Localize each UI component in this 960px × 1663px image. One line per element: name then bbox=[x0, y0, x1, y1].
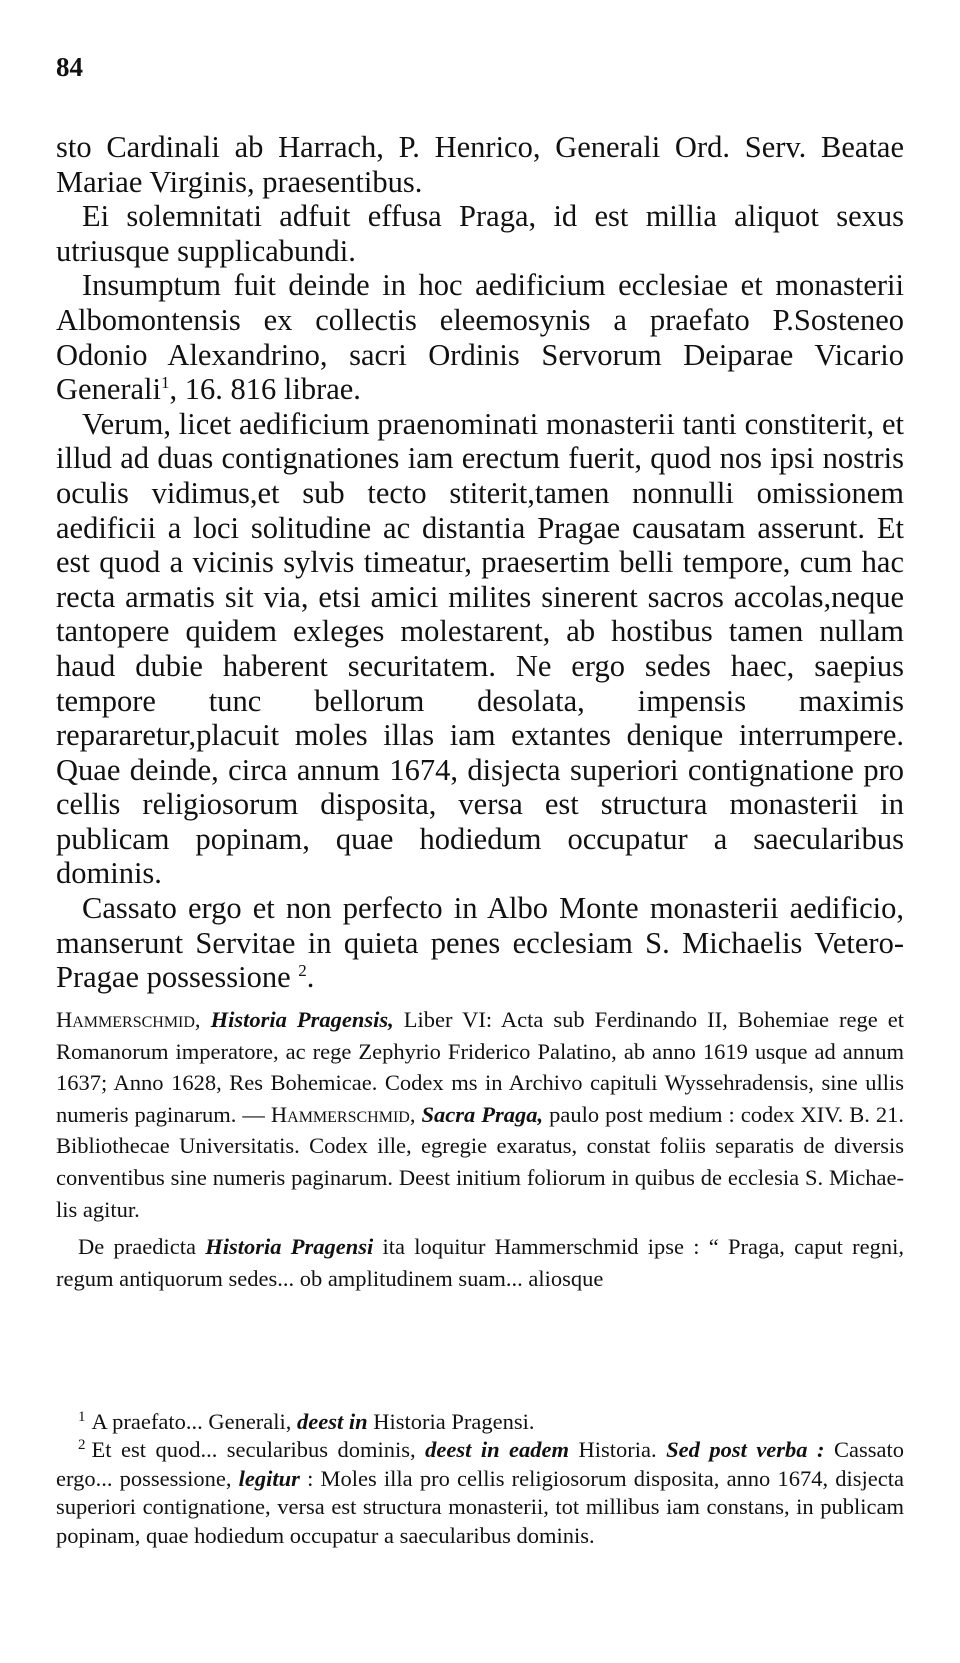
paragraph: Ei solemnitati adfuit effusa Praga, id est millia aliquot sexus utriusque supplicabundi. bbox=[56, 199, 904, 268]
footnote-ref: 2 bbox=[298, 961, 307, 981]
footnote-text: Et est quod... secularibus dominis, bbox=[91, 1437, 426, 1463]
footnote-number: 1 bbox=[78, 1408, 86, 1425]
author-name: Hammerschmid, bbox=[56, 1007, 201, 1032]
paragraph-text: Insumptum fuit deinde in hoc aedificium ecclesiae et monasterii Albomontensis ex collectis eleemosynis a praefato P.Sosteneo Odonio Alexandrino, sacri Ordinis Servorum Deiparae Vicario Generali bbox=[56, 268, 904, 407]
footnote bbox=[56, 1408, 904, 1436]
author-name: Hammerschmid, bbox=[270, 1101, 416, 1127]
footnote-emphasis: deest in bbox=[297, 1409, 368, 1434]
note-text: paulo post medium : codex XIV. B. 21. Bibliothecae Universitatis. Codex ille, egregie exaratus, constat foliis separatis de diversis conventibus sine numeris paginarum. Deest initium foliorum in quibus de ecclesia S. Michaelis agitur. bbox=[56, 1101, 905, 1222]
work-title: Historia Pragensis, bbox=[210, 1007, 394, 1032]
footnote-number: 2 bbox=[78, 1436, 86, 1453]
footnote-ref: 1 bbox=[161, 373, 170, 392]
note-text: De praedicta bbox=[78, 1234, 206, 1260]
footnote-text: A praefato... Generali, bbox=[91, 1409, 298, 1434]
paragraph bbox=[56, 268, 904, 406]
paragraph-text: Cassato ergo et non perfecto in Albo Monte monasterii aedificio, manserunt Servitae in quieta penes ecclesiam S. Michaelis Vetero-Pragae possessione bbox=[56, 891, 904, 995]
work-title: Sacra Praga, bbox=[421, 1101, 544, 1127]
main-text bbox=[56, 130, 904, 995]
footnote bbox=[56, 1436, 904, 1550]
footnote-text: : Moles illa pro cellis religiosorum disposita, anno 1674, disjecta superiori contignatione, versa est structura monasterii, tot millibus iam constans, in publicam popinam, quae hodiedum occupatur a saecularibus dominis. bbox=[56, 1465, 904, 1548]
work-title: Historia Pragensi bbox=[205, 1234, 374, 1260]
source-notes bbox=[56, 1004, 904, 1294]
note-paragraph bbox=[56, 1231, 904, 1294]
footnote-text: Cassato ergo... possessione, bbox=[56, 1437, 905, 1491]
paragraph bbox=[56, 891, 904, 995]
footnotes bbox=[56, 1408, 904, 1550]
footnote-emphasis: deest in eadem bbox=[425, 1437, 570, 1463]
note-paragraph bbox=[56, 1004, 904, 1225]
paragraph: Verum, licet aedificium praenominati monasterii tanti constiterit, et illud ad duas contignationes iam erectum fuerit, quod nos ipsi nostris oculis vidimus,et sub tecto stiterit,tamen nonnulli omissionem aedificii a loci solitudine ac distantia Pragae causatam asserunt. Et est quod a vicinis sylvis timeatur, praesertim belli tempore, cum hac recta armatis sit via, etsi amici milites sinerent sacros accolas,neque tantopere quidem exleges molestarent, ab hostibus tamen nullam haud dubie haberent securitatem. Ne ergo sedes haec, saepius tempore tunc bellorum desolata, impensis maximis repararetur,placuit moles illas iam extantes denique interrumpere. Quae deinde, circa annum 1674, disjecta superiori contignatione pro cellis religiosorum disposita, versa est structura monasterii in publicam popinam, quae hodiedum occupatur a saecularibus dominis. bbox=[56, 406, 904, 891]
paragraph-text: , 16. 816 librae. bbox=[169, 372, 361, 407]
footnote-text: Historia. bbox=[569, 1437, 667, 1463]
paragraph: sto Cardinali ab Harrach, P. Henrico, Generali Ord. Serv. Beatae Mariae Virginis, praesentibus. bbox=[56, 130, 904, 199]
note-text: Liber VI: Acta sub Ferdinando II, Bohemiae rege et Romanorum imperatore, ac rege Zephyrio Friderico Palatino, ab anno 1619 usque ad annum 1637; Anno 1628, Res Bohemicae. Codex ms in Archivo capituli Wyssehradensis, sine ullis numeris paginarum. — bbox=[56, 1007, 905, 1127]
page-number: 84 bbox=[56, 52, 83, 82]
footnote-emphasis: legitur bbox=[238, 1465, 300, 1491]
footnote-emphasis: Sed post verba : bbox=[666, 1437, 825, 1463]
note-text: ita loquitur Hammerschmid ipse : “ Praga, caput regni, regum antiquorum sedes... ob amplitudinem suam... aliosque bbox=[56, 1234, 904, 1291]
paragraph-text: . bbox=[306, 960, 315, 995]
footnote-text: Historia Pragensi. bbox=[367, 1409, 535, 1434]
